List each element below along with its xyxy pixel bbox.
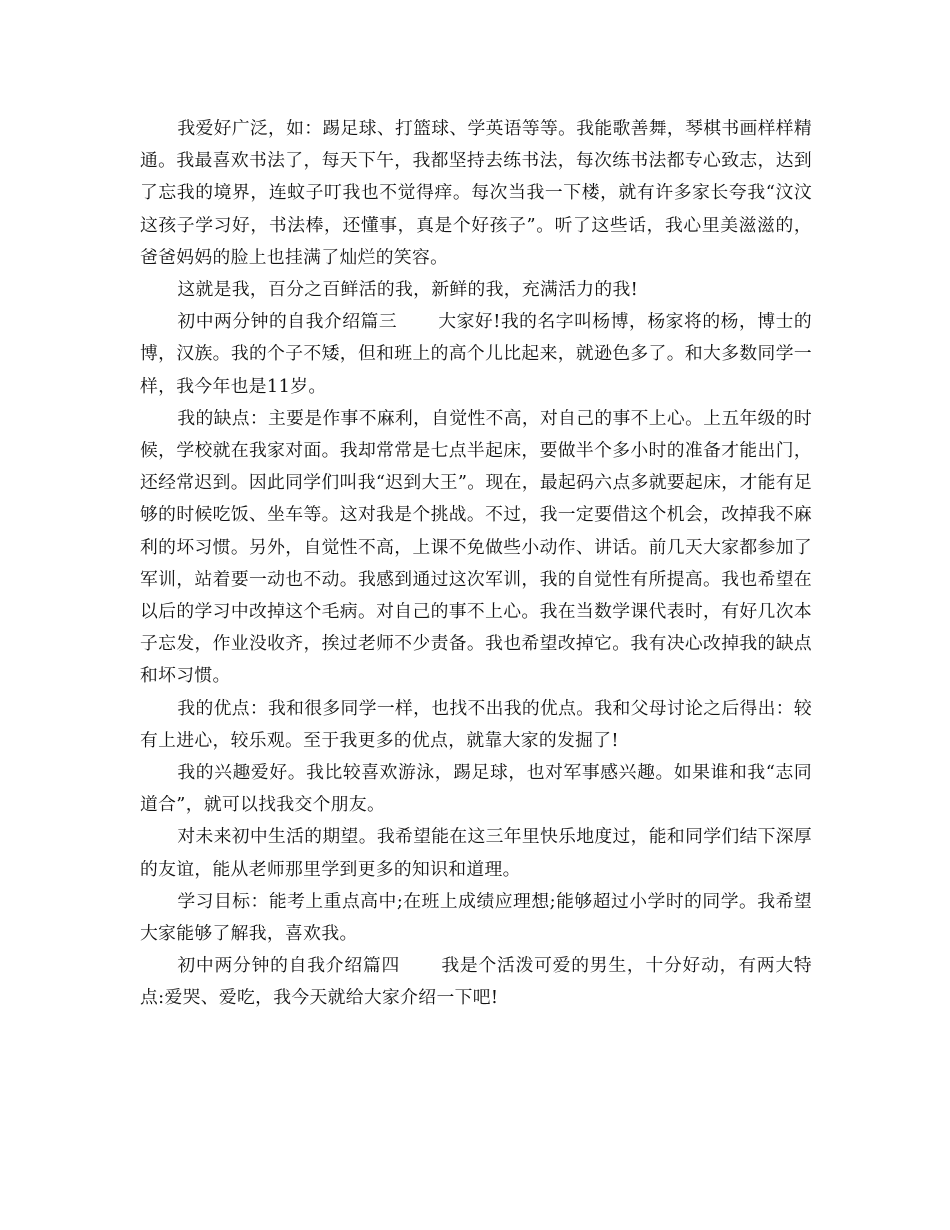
paragraph-text: 我的优点：我和很多同学一样，也找不出我的优点。我和父母讨论之后得出：较有上进心，较乐观。至于我更多的优点，就靠大家的发掘了! [140, 697, 812, 751]
paragraph-section-three [140, 306, 812, 403]
paragraph-hobbies [140, 113, 812, 274]
paragraph-interests [140, 757, 812, 821]
paragraph-text: 这就是我，百分之百鲜活的我，新鲜的我，充满活力的我! [177, 279, 639, 301]
section-heading: 初中两分钟的自我介绍篇四 [177, 955, 401, 977]
paragraph-text: 大家好!我的名字叫杨博，杨家将的杨，博士的博，汉族。我的个子不矮，但和班上的高个儿比起来，就逊色多了。和大多数同学一样，我今年也是11岁。 [140, 311, 813, 397]
paragraph-text: 我的缺点：主要是作事不麻利，自觉性不高，对自己的事不上心。上五年级的时候，学校就在我家对面。我却常常是七点半起床，要做半个多小时的准备才能出门，还经常迟到。因此同学们叫我“迟到大王”。现在，最起码六点多就要起床，才能有足够的时候吃饭、坐车等。这对我是个挑战。不过，我一定要借这个机会，改掉我不麻利的坏习惯。另外，自觉性不高，上课不免做些小动作、讲话。前几天大家都参加了军训，站着要一动也不动。我感到通过这次军训，我的自觉性有所提高。我也希望在以后的学习中改掉这个毛病。对自己的事不上心。我在当数学课代表时，有好几次本子忘发，作业没收齐，挨过老师不少责备。我也希望改掉它。我有决心改掉我的缺点和坏习惯。 [140, 407, 812, 687]
paragraph-text: 我爱好广泛，如：踢足球、打篮球、学英语等等。我能歌善舞，琴棋书画样样精通。我最喜欢书法了，每天下午，我都坚持去练书法，每次练书法都专心致志，达到了忘我的境界，连蚊子叮我也不觉得痒。每次当我一下楼，就有许多家长夸我“汶汶这孩子学习好，书法棒，还懂事，真是个好孩子”。听了这些话，我心里美滋滋的，爸爸妈妈的脸上也挂满了灿烂的笑容。 [140, 118, 812, 268]
paragraph-goals [140, 886, 812, 950]
paragraph-strengths [140, 693, 812, 757]
paragraph-summary [140, 274, 812, 306]
section-heading: 初中两分钟的自我介绍篇三 [177, 311, 398, 333]
document-page [140, 113, 812, 1015]
paragraph-text: 我的兴趣爱好。我比较喜欢游泳，踢足球，也对军事感兴趣。如果谁和我“志同道合”，就可以找我交个朋友。 [140, 762, 812, 816]
paragraph-shortcomings [140, 403, 812, 693]
paragraph-text: 对未来初中生活的期望。我希望能在这三年里快乐地度过，能和同学们结下深厚的友谊，能从老师那里学到更多的知识和道理。 [140, 826, 812, 880]
paragraph-text: 学习目标：能考上重点高中;在班上成绩应理想;能够超过小学时的同学。我希望大家能够了解我，喜欢我。 [140, 890, 812, 945]
paragraph-text: 我是个活泼可爱的男生，十分好动，有两大特点:爱哭、爱吃，我今天就给大家介绍一下吧! [140, 955, 812, 1009]
paragraph-section-four [140, 950, 812, 1014]
paragraph-expectations [140, 821, 812, 885]
